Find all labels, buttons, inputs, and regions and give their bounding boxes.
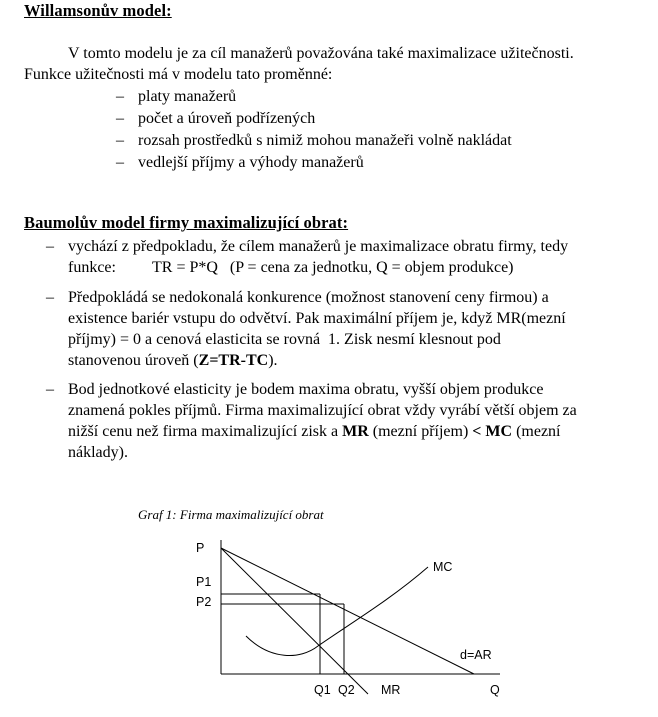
item2-line4-post: ). (268, 352, 278, 369)
dash-icon: – (46, 381, 54, 398)
mc-curve (246, 567, 428, 655)
intro-line-2: Funkce užitečnosti má v modelu tato proměnné: (24, 66, 333, 83)
q2-label: Q2 (338, 683, 355, 697)
profit-formula: Z=TR-TC (198, 352, 269, 369)
list-item-text: rozsah prostředků s nimiž mohou manažeři volně nakládat (138, 132, 512, 149)
mr-label: MR (381, 683, 401, 697)
p1-label: P1 (196, 575, 212, 589)
item3-line4: náklady). (68, 444, 128, 461)
tr-formula: TR = P*Q (P = cena za jednotku, Q = objem produkce) (152, 259, 514, 276)
dash-icon: – (46, 238, 54, 255)
dash-icon: – (116, 132, 124, 149)
list-item-text: platy manažerů (138, 88, 237, 105)
dash-icon: – (46, 289, 54, 306)
mc-label: MC (433, 560, 453, 574)
dash-icon: – (116, 88, 124, 105)
item3-line3-mid: (mezní příjem) (368, 423, 473, 440)
q1-label: Q1 (314, 683, 331, 697)
heading-williamson: Willamsonův model: (24, 1, 172, 20)
ar-label: d=AR (460, 648, 492, 662)
list-item-text: vedlejší příjmy a výhody manažerů (138, 154, 364, 171)
item1-prefix: funkce: (68, 259, 116, 276)
mr-line (221, 548, 368, 694)
intro-line-1: V tomto modelu je za cíl manažerů považována také maximalizace užitečnosti. (68, 45, 574, 62)
chart-title: Graf 1: Firma maximalizující obrat (138, 507, 324, 522)
mr-bold: MR (342, 423, 369, 440)
list-item-text: počet a úroveň podřízených (138, 110, 316, 127)
y-axis-label: P (196, 541, 205, 555)
item3-line3-post: (mezní (512, 423, 561, 440)
dash-icon: – (116, 110, 124, 127)
mc-bold: < MC (472, 423, 513, 440)
dash-icon: – (116, 154, 124, 171)
item3-line2: znamená pokles příjmů. Firma maximalizující obrat vždy vyrábí větší objem za (68, 402, 577, 419)
item2-line1: Předpokládá se nedokonalá konkurence (možnost stanovení ceny firmou) a (68, 289, 549, 306)
item2-line2: existence bariér vstupu do odvětví. Pak maximální příjem je, když MR(mezní (68, 310, 566, 327)
item1-line1: vychází z předpokladu, že cílem manažerů je maximalizace obratu firmy, tedy (68, 238, 569, 255)
item3-line1: Bod jednotkové elasticity je bodem maxima obratu, vyšší objem produkce (68, 381, 544, 398)
item3-line3-pre: nižší cenu než firma maximalizující zisk a (68, 423, 343, 440)
item2-line4-pre: stanovenou úroveň ( (68, 352, 199, 369)
p2-label: P2 (196, 595, 212, 609)
item2-line3: příjmy) = 0 a cenová elasticita se rovná 1. Zisk nesmí klesnout pod (68, 331, 501, 348)
heading-baumol: Baumolův model firmy maximalizující obrat: (24, 213, 349, 232)
x-axis-label: Q (490, 683, 500, 697)
